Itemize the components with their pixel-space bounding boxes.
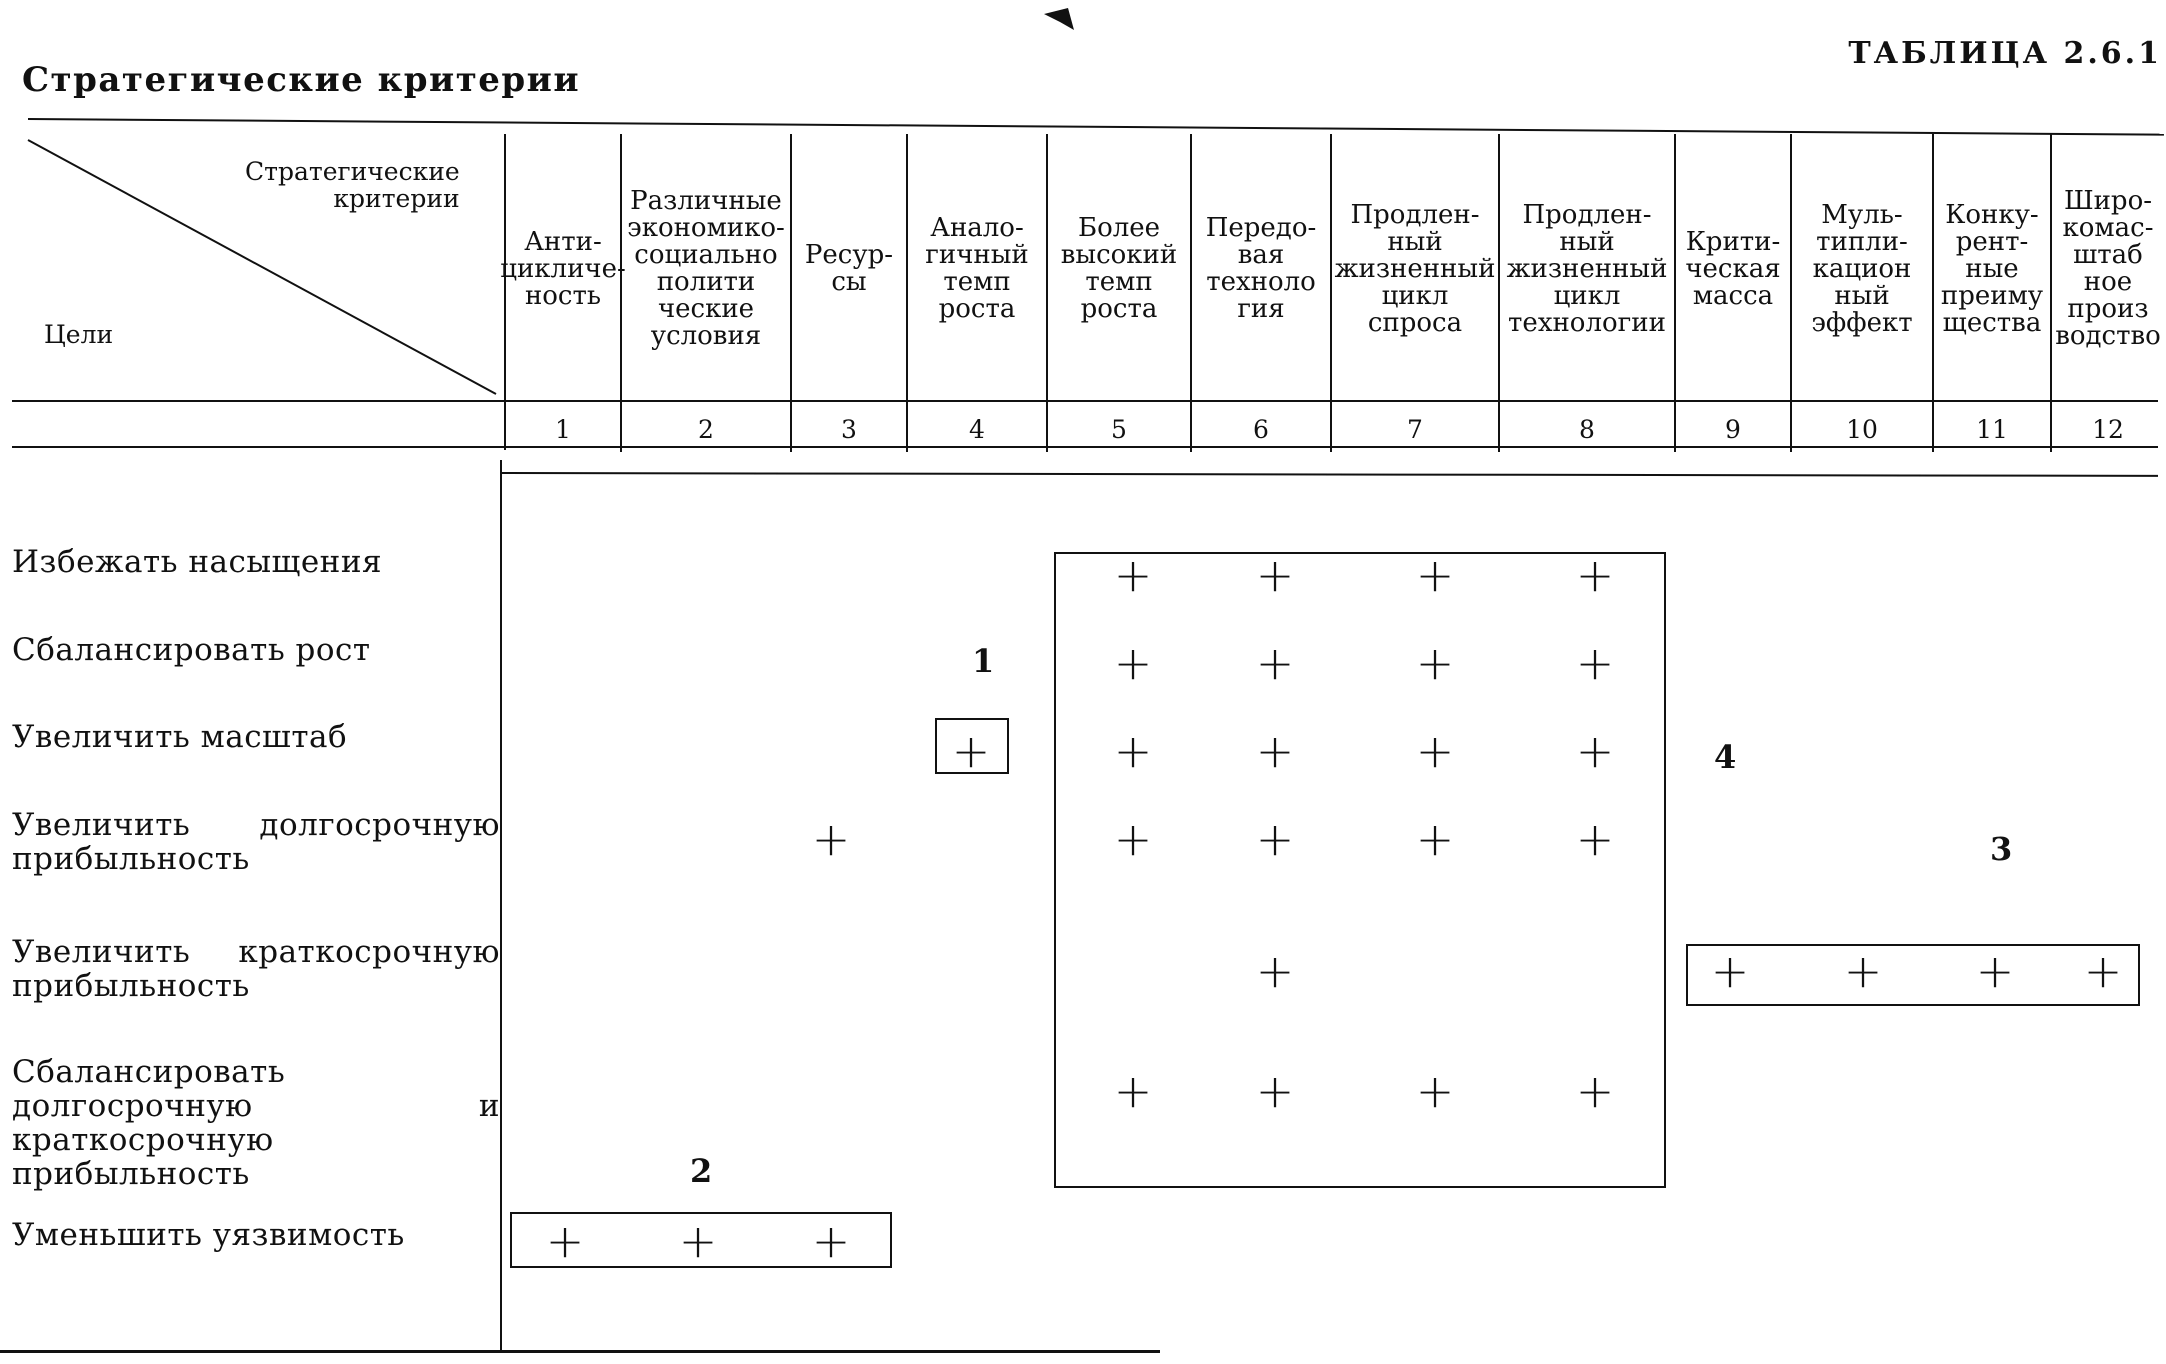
column-header: Широ- комас- штаб ное произ водство bbox=[2055, 186, 2161, 351]
header-num-rule bbox=[12, 446, 2158, 448]
plus-mark: + bbox=[1113, 548, 1153, 602]
column-number: 8 bbox=[1579, 414, 1595, 444]
group-number: 3 bbox=[1990, 830, 2013, 868]
plus-mark: + bbox=[1415, 812, 1455, 866]
column-number: 9 bbox=[1725, 414, 1741, 444]
scan-artifact-icon bbox=[1040, 0, 1080, 36]
plus-mark: + bbox=[1255, 548, 1295, 602]
corner-criteria-label: Стратегические критерии bbox=[245, 157, 460, 213]
plus-mark: + bbox=[2083, 944, 2123, 998]
column-number: 11 bbox=[1976, 414, 2008, 444]
plus-mark: + bbox=[811, 1214, 851, 1268]
column-number: 7 bbox=[1407, 414, 1423, 444]
column-number: 3 bbox=[841, 414, 857, 444]
plus-mark: + bbox=[1575, 636, 1615, 690]
column-number: 6 bbox=[1253, 414, 1269, 444]
group-number: 4 bbox=[1714, 738, 1737, 776]
plus-mark: + bbox=[1710, 944, 1750, 998]
row-label: Уменьшить уязвимость bbox=[12, 1217, 405, 1253]
plus-mark: + bbox=[1415, 1064, 1455, 1118]
column-header: Ресур- сы bbox=[804, 240, 894, 297]
row-label: Сбалансировать рост bbox=[12, 632, 371, 668]
group-number: 1 bbox=[972, 642, 995, 680]
table-label: ТАБЛИЦА 2.6.1 bbox=[1848, 36, 2162, 71]
row-label: Увеличить долгосрочную прибыльность bbox=[12, 807, 500, 877]
plus-mark: + bbox=[1415, 548, 1455, 602]
column-header: Передо- вая техноло гия bbox=[1205, 213, 1317, 324]
plus-mark: + bbox=[1113, 1064, 1153, 1118]
plus-mark: + bbox=[951, 724, 991, 778]
corner-goals-label: Цели bbox=[44, 320, 114, 349]
column-number: 4 bbox=[969, 414, 985, 444]
group-number: 2 bbox=[690, 1152, 713, 1190]
plus-mark: + bbox=[545, 1214, 585, 1268]
table-bottom-rule bbox=[0, 1350, 1160, 1353]
column-header: Анало- гичный темп роста bbox=[925, 213, 1029, 324]
plus-mark: + bbox=[1113, 724, 1153, 778]
column-number: 2 bbox=[698, 414, 714, 444]
plus-mark: + bbox=[811, 812, 851, 866]
column-number: 12 bbox=[2092, 414, 2124, 444]
plus-mark: + bbox=[1255, 1064, 1295, 1118]
column-number: 1 bbox=[555, 414, 571, 444]
column-header: Продлен- ный жизненный цикл спроса bbox=[1334, 199, 1496, 338]
page-title: Стратегические критерии bbox=[22, 60, 581, 100]
plus-mark: + bbox=[1113, 812, 1153, 866]
column-number: 5 bbox=[1111, 414, 1127, 444]
column-header: Анти- цикличе- ность bbox=[500, 226, 626, 311]
plus-mark: + bbox=[1255, 812, 1295, 866]
plus-mark: + bbox=[1575, 1064, 1615, 1118]
plus-mark: + bbox=[1415, 724, 1455, 778]
plus-mark: + bbox=[1415, 636, 1455, 690]
column-number: 10 bbox=[1846, 414, 1878, 444]
plus-mark: + bbox=[1575, 812, 1615, 866]
plus-mark: + bbox=[1255, 724, 1295, 778]
column-header: Крити- ческая масса bbox=[1685, 226, 1781, 311]
row-label: Сбалансировать долгосрочную и краткосрочную прибыльность bbox=[12, 1054, 500, 1192]
plus-mark: + bbox=[1255, 944, 1295, 998]
plus-mark: + bbox=[1975, 944, 2015, 998]
row-label: Избежать насыщения bbox=[12, 544, 383, 580]
header-bottom-rule bbox=[500, 472, 2158, 477]
plus-mark: + bbox=[1575, 548, 1615, 602]
column-header: Муль- типли- кацион ный эффект bbox=[1811, 199, 1913, 338]
column-header: Различные экономико- социально полити ческие условия bbox=[627, 186, 785, 351]
column-header: Конку- рент- ные преиму щества bbox=[1940, 199, 2044, 338]
row-label: Увеличить масштаб bbox=[12, 719, 348, 755]
plus-mark: + bbox=[1575, 724, 1615, 778]
stub-divider-body bbox=[500, 460, 502, 1350]
row-label: Увеличить краткосрочную прибыльность bbox=[12, 934, 500, 1004]
plus-mark: + bbox=[1843, 944, 1883, 998]
column-header: Более высокий темп роста bbox=[1060, 213, 1178, 324]
column-header: Продлен- ный жизненный цикл технологии bbox=[1506, 199, 1668, 338]
plus-mark: + bbox=[1255, 636, 1295, 690]
plus-mark: + bbox=[678, 1214, 718, 1268]
plus-mark: + bbox=[1113, 636, 1153, 690]
